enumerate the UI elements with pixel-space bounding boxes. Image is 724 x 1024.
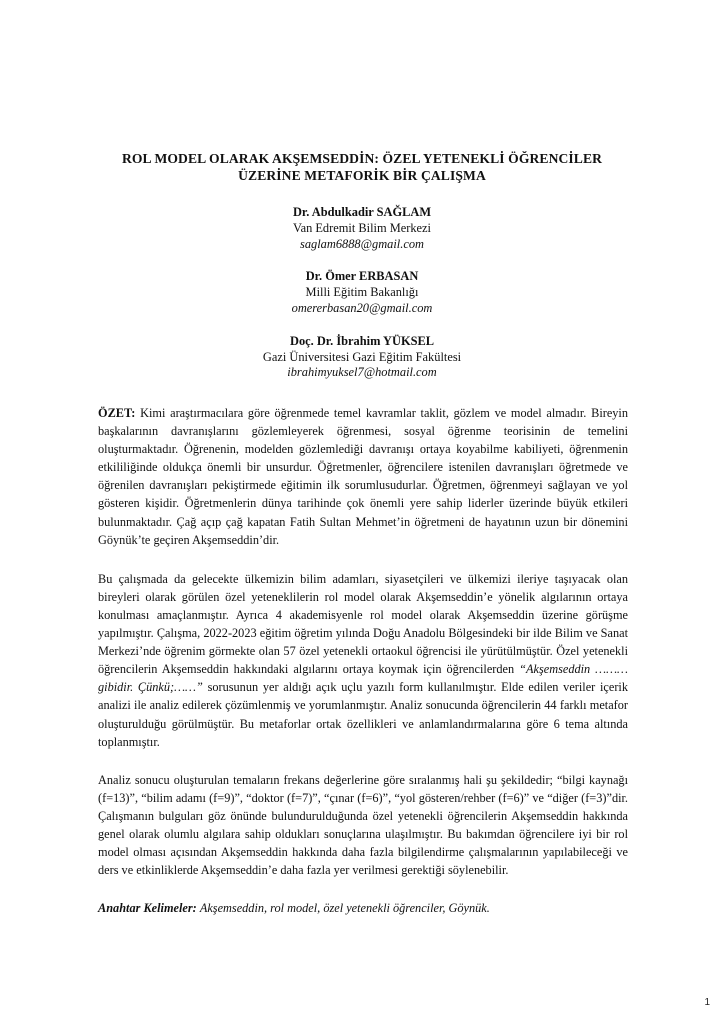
author-email: saglam6888@gmail.com [300,236,424,251]
results-paragraph [98,771,628,880]
paper-title-line-1: ROL MODEL OLARAK AKŞEMSEDDİN: ÖZEL YETENEKLİ ÖĞRENCİLER [121,151,603,166]
paper-title [96,150,628,184]
keywords-paragraph [98,899,628,917]
author-affiliation: Milli Eğitim Bakanlığı [305,285,419,300]
author-email: ibrahimyuksel7@hotmail.com [287,365,437,380]
author-name: Dr. Abdulkadir SAĞLAM [292,205,432,219]
author-affiliation: Van Edremit Bilim Merkezi [293,220,431,235]
method-paragraph [98,570,628,751]
author-1 [96,205,628,252]
method-text-before: Bu çalışmada da gelecekte ülkemizin bilim adamları, siyasetçileri ve ülkemizi ileriye taşıyacak olan bireyleri olarak görülen özel yeteneklilerin rol model olarak Akşemseddin’e yönelik algılarının ortaya konulması amaçlanmıştır. Ayrıca 4 akademisyenle rol model olarak Akşemseddin üzerine görüşme yapılmıştır. Çalışma, 2022-2023 eğitim öğretim yılında Doğu Anadolu Bölgesindeki bir ilde Bilim ve Sanat Merkezi’nde öğrenim görmekte olan 57 özel yetenekli ortaokul öğrencisi ile yürütülmüştür. Özel yetenekli öğrencilerin Akşemseddin hakkındaki algılarını ortaya koymak için öğrencilerden [98,571,628,677]
author-name: Dr. Ömer ERBASAN [305,269,419,284]
author-affiliation: Gazi Üniversitesi Gazi Eğitim Fakültesi [262,349,462,364]
body-text [98,404,628,937]
abstract-label: ÖZET: [98,406,136,420]
author-block [96,205,628,398]
keywords-label: Anahtar Kelimeler: [98,901,197,916]
author-3 [96,334,628,381]
abstract-text: Kimi araştırmacılara göre öğrenmede temel kavramlar taklit, gözlem ve model almadır. Bireyin başkalarının davranışlarını gözlemleyerek öğrenmesi, sosyal öğrenme teorisinin de temelini oluşturmaktadır. Öğrenenin, modelden gözlemlediği davranışı ortaya koyabilme kabiliyeti, öğrenmenin etkililiğinde oldukça önemli bir unsurdur. Öğretmenler, öğrencilere istenilen davranışları öğretmede ve öğrenilen davranışları pekiştirmede eğitimin ilk sorumlusudurlar. Öğretmen, öğrenmeyi sağlayan ve yol gösteren kişidir. Öğretmenlerin dünya tarihinde çok önemli yere sahip liderler üzerinde büyük etkileri bulunmaktadır. Çağ açıp çağ kapatan Fatih Sultan Mehmet’in öğretmeni de hayatının uzun bir dönemini Göynük’te geçiren Akşemseddin’dir. [98,406,628,547]
author-name: Doç. Dr. İbrahim YÜKSEL [290,333,434,348]
author-email: omererbasan20@gmail.com [291,300,433,315]
abstract-paragraph [98,404,628,549]
keywords-text: Akşemseddin, rol model, özel yetenekli öğrenciler, Göynük. [199,901,490,916]
author-2 [96,269,628,316]
method-question-quote: “Akşemseddin ………gibidir. Çünkü;……” [98,662,628,695]
page-number: 1 [704,997,710,1008]
paper-title-line-2: ÜZERİNE METAFORİK BİR ÇALIŞMA [238,168,486,183]
results-text: Analiz sonucu oluşturulan temaların frekans değerlerine göre sıralanmış hali şu şekildedir; “bilgi kaynağı (f=13)”, “bilim adamı (f=9)”, “doktor (f=7)”, “çınar (f=6)”, “yol gösteren/rehber (f=6)” ve “diğer (f=3)”dir. Çalışmanın bulguları göz önünde bulundurulduğunda özel yetenekli öğrencilerin Akşemseddin hakkında genel olarak olumlu algılara sahip oldukları sonuçlarına ulaşılmıştır. Bu bakımdan öğrencilere iyi bir rol model olması açısından Akşemseddin hakkında daha fazla bilgilendirme çalışmalarının yapılabileceği ve ders ve etkinliklerde Akşemseddin’e daha fazla yer verilmesi gerektiği söylenebilir. [98,772,628,878]
method-text-after: sorusunun yer aldığı açık uçlu yazılı form kullanılmıştır. Elde edilen veriler içerik analizi ile analiz edilerek çözümlenmiş ve yorumlanmıştır. Analiz sonucunda öğrencilerin 44 farklı metafor oluşturulduğu görülmüştür. Bu metaforlar ortak özellikleri ve anlamlandırmalarına göre 6 tema altında toplanmıştır. [98,680,628,749]
